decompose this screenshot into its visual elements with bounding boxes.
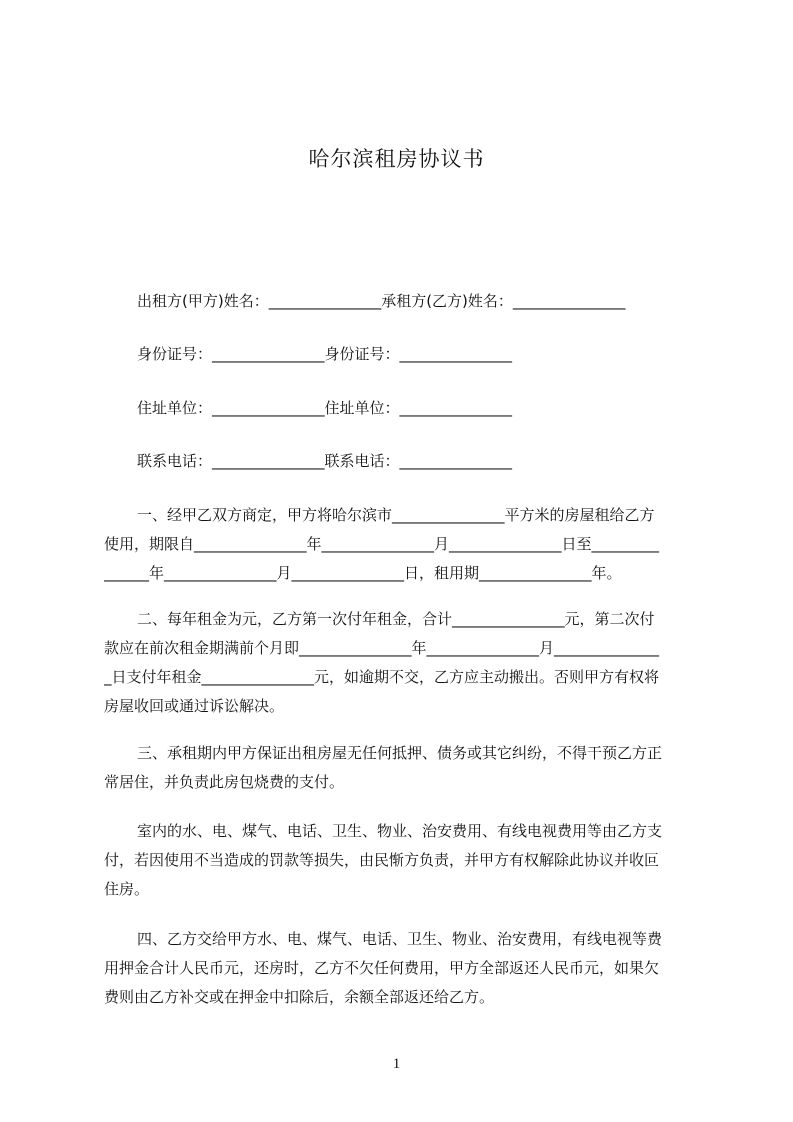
phone-line: 联系电话：_______________联系电话：_______________: [137, 452, 513, 470]
clause-2-line: 二、每年租金为元，乙方第一次付年租金，合计_______________元，第二次付: [137, 610, 655, 628]
id-number-line: 身份证号：_______________身份证号：_______________: [137, 345, 513, 363]
clause-2-line: 房屋收回或通过诉讼解决。: [104, 697, 285, 715]
clause-1-line: ______年_______________月_______________日，租用期_______________年。: [104, 564, 622, 582]
utilities-line: 室内的水、电、煤气、电话、卫生、物业、治安费用、有线电视费用等由乙方支: [137, 822, 663, 840]
clause-4-paragraph: [104, 925, 700, 1012]
utilities-line: 付，若因使用不当造成的罚款等损失，由民惭方负责，并甲方有权解除此协议并收叵: [104, 851, 660, 869]
clause-4-line: 用押金合计人民币元，还房时，乙方不欠任何费用，甲方全部返还人民币元，如果欠: [104, 959, 660, 977]
clause-4-line: 四、乙方交给甲方水、电、煤气、电话、卫生、物业、治安费用，有线电视等费: [137, 930, 663, 948]
clause-1-line: 一、经甲乙双方商定，甲方将哈尔滨市_______________平方米的房屋租给乙方: [137, 506, 655, 524]
address-line: 住址单位：_______________住址单位：_______________: [137, 399, 513, 417]
clause-2-line: _日支付年租金_______________元，如逾期不交，乙方应主动搬出。否则甲方有权将: [104, 668, 660, 686]
clause-4-line: 费则由乙方补交或在押金中扣除后，余额全部返还给乙方。: [104, 988, 495, 1006]
clause-1-paragraph: [104, 501, 700, 588]
utilities-line: 住房。: [104, 880, 150, 898]
clause-2-paragraph: [104, 605, 700, 721]
clause-1-line: 使用，期限自_______________年_______________月_______________日至_________: [104, 535, 660, 553]
clause-3-line: 常居住，并负责此房包烧费的支付。: [104, 773, 345, 791]
page-number: 1: [392, 1056, 401, 1072]
party-names-line: 出租方(甲方)姓名：_______________承租方(乙方)姓名：_______________: [137, 292, 626, 310]
clause-2-line: 款应在前次租金期满前个月即_______________年_______________月______________: [104, 639, 660, 657]
utilities-paragraph: [104, 817, 700, 904]
clause-3-line: 三、承租期内甲方保证出租房屋无任何抵押、债务或其它纠纷，不得干预乙方正: [137, 744, 663, 762]
clause-3-paragraph: [104, 739, 700, 797]
document-title: 哈尔滨租房协议书: [308, 147, 485, 171]
